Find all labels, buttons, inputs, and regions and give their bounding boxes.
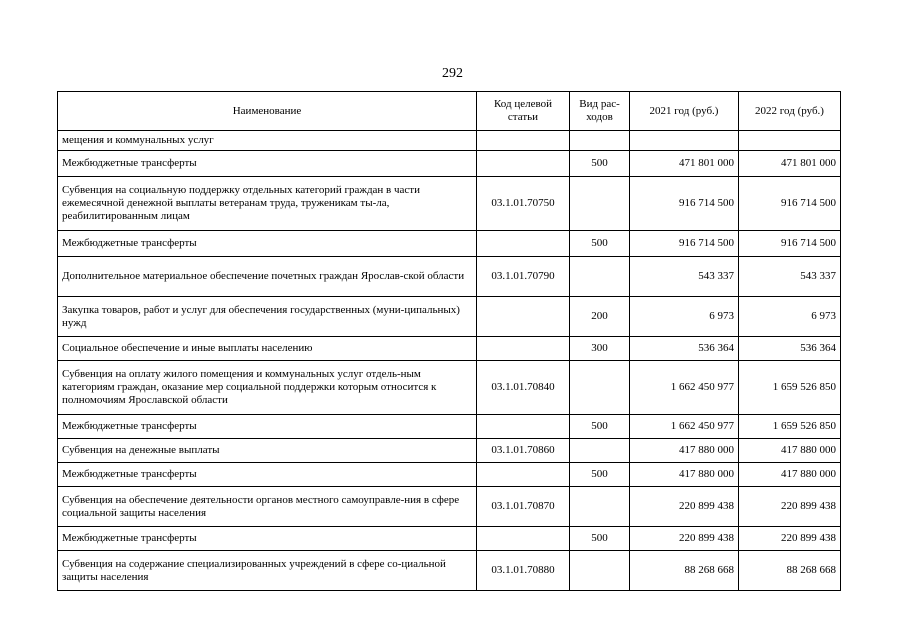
cell-y2021: 1 662 450 977 — [630, 361, 739, 415]
cell-y2021 — [630, 131, 739, 151]
cell-y2022: 543 337 — [739, 257, 841, 297]
cell-code: 03.1.01.70790 — [477, 257, 570, 297]
cell-code: 03.1.01.70860 — [477, 439, 570, 463]
table-row — [58, 297, 841, 337]
table-header-row — [58, 92, 841, 131]
cell-name: Субвенция на обеспечение деятельности органов местного самоуправле-ния в сфере социальной защиты населения — [58, 487, 477, 527]
cell-name: Межбюджетные трансферты — [58, 463, 477, 487]
cell-name: мещения и коммунальных услуг — [58, 131, 477, 151]
table-row — [58, 231, 841, 257]
cell-type: 200 — [570, 297, 630, 337]
cell-y2021: 916 714 500 — [630, 231, 739, 257]
cell-y2022: 471 801 000 — [739, 151, 841, 177]
table-row — [58, 337, 841, 361]
header-2021: 2021 год (руб.) — [630, 92, 739, 131]
cell-type — [570, 131, 630, 151]
page-number: 292 — [442, 66, 463, 81]
table-row — [58, 415, 841, 439]
cell-code — [477, 337, 570, 361]
table-row — [58, 551, 841, 591]
cell-y2022: 417 880 000 — [739, 439, 841, 463]
cell-y2022: 417 880 000 — [739, 463, 841, 487]
cell-name: Субвенция на содержание специализированных учреждений в сфере со-циальной защиты населения — [58, 551, 477, 591]
cell-name: Межбюджетные трансферты — [58, 527, 477, 551]
cell-y2021: 916 714 500 — [630, 177, 739, 231]
cell-y2021: 471 801 000 — [630, 151, 739, 177]
header-code: Код целевой статьи — [477, 92, 570, 131]
cell-type — [570, 551, 630, 591]
cell-code — [477, 231, 570, 257]
cell-code — [477, 463, 570, 487]
cell-name: Субвенция на оплату жилого помещения и коммунальных услуг отдель-ным категориям граждан, оказание мер социальной поддержки которым относится к полномочиям Ярославской области — [58, 361, 477, 415]
cell-code: 03.1.01.70750 — [477, 177, 570, 231]
table-row — [58, 131, 841, 151]
cell-y2021: 6 973 — [630, 297, 739, 337]
table-row — [58, 487, 841, 527]
cell-y2022: 6 973 — [739, 297, 841, 337]
cell-type: 500 — [570, 231, 630, 257]
cell-y2021: 417 880 000 — [630, 463, 739, 487]
cell-y2022: 1 659 526 850 — [739, 415, 841, 439]
cell-code: 03.1.01.70840 — [477, 361, 570, 415]
cell-y2021: 417 880 000 — [630, 439, 739, 463]
table-row — [58, 361, 841, 415]
cell-name: Субвенция на денежные выплаты — [58, 439, 477, 463]
table-row — [58, 177, 841, 231]
cell-code: 03.1.01.70880 — [477, 551, 570, 591]
header-name: Наименование — [58, 92, 477, 131]
cell-type — [570, 361, 630, 415]
cell-y2022: 220 899 438 — [739, 527, 841, 551]
cell-type: 500 — [570, 463, 630, 487]
cell-code — [477, 131, 570, 151]
cell-y2022 — [739, 131, 841, 151]
cell-name: Межбюджетные трансферты — [58, 231, 477, 257]
cell-name: Субвенция на социальную поддержку отдельных категорий граждан в части ежемесячной денежной выплаты ветеранам труда, труженикам ты-ла, реабилитированным лицам — [58, 177, 477, 231]
table-row — [58, 151, 841, 177]
cell-y2022: 88 268 668 — [739, 551, 841, 591]
cell-type — [570, 439, 630, 463]
cell-y2022: 220 899 438 — [739, 487, 841, 527]
cell-code: 03.1.01.70870 — [477, 487, 570, 527]
table-row — [58, 527, 841, 551]
cell-type — [570, 257, 630, 297]
cell-type — [570, 177, 630, 231]
cell-name: Закупка товаров, работ и услуг для обеспечения государственных (муни-ципальных) нужд — [58, 297, 477, 337]
cell-code — [477, 527, 570, 551]
table-row — [58, 463, 841, 487]
table-row — [58, 439, 841, 463]
cell-y2021: 220 899 438 — [630, 487, 739, 527]
cell-y2021: 88 268 668 — [630, 551, 739, 591]
cell-y2022: 536 364 — [739, 337, 841, 361]
cell-y2021: 1 662 450 977 — [630, 415, 739, 439]
cell-type: 500 — [570, 151, 630, 177]
header-2022: 2022 год (руб.) — [739, 92, 841, 131]
cell-name: Межбюджетные трансферты — [58, 151, 477, 177]
cell-type: 300 — [570, 337, 630, 361]
cell-code — [477, 297, 570, 337]
cell-y2022: 916 714 500 — [739, 231, 841, 257]
cell-code — [477, 415, 570, 439]
cell-type: 500 — [570, 415, 630, 439]
cell-y2021: 220 899 438 — [630, 527, 739, 551]
cell-y2022: 1 659 526 850 — [739, 361, 841, 415]
cell-y2021: 543 337 — [630, 257, 739, 297]
cell-name: Межбюджетные трансферты — [58, 415, 477, 439]
cell-type: 500 — [570, 527, 630, 551]
cell-y2021: 536 364 — [630, 337, 739, 361]
budget-table — [57, 91, 841, 591]
cell-code — [477, 151, 570, 177]
table-row — [58, 257, 841, 297]
cell-name: Дополнительное материальное обеспечение почетных граждан Ярослав-ской области — [58, 257, 477, 297]
cell-name: Социальное обеспечение и иные выплаты населению — [58, 337, 477, 361]
header-type: Вид рас-ходов — [570, 92, 630, 131]
cell-type — [570, 487, 630, 527]
cell-y2022: 916 714 500 — [739, 177, 841, 231]
